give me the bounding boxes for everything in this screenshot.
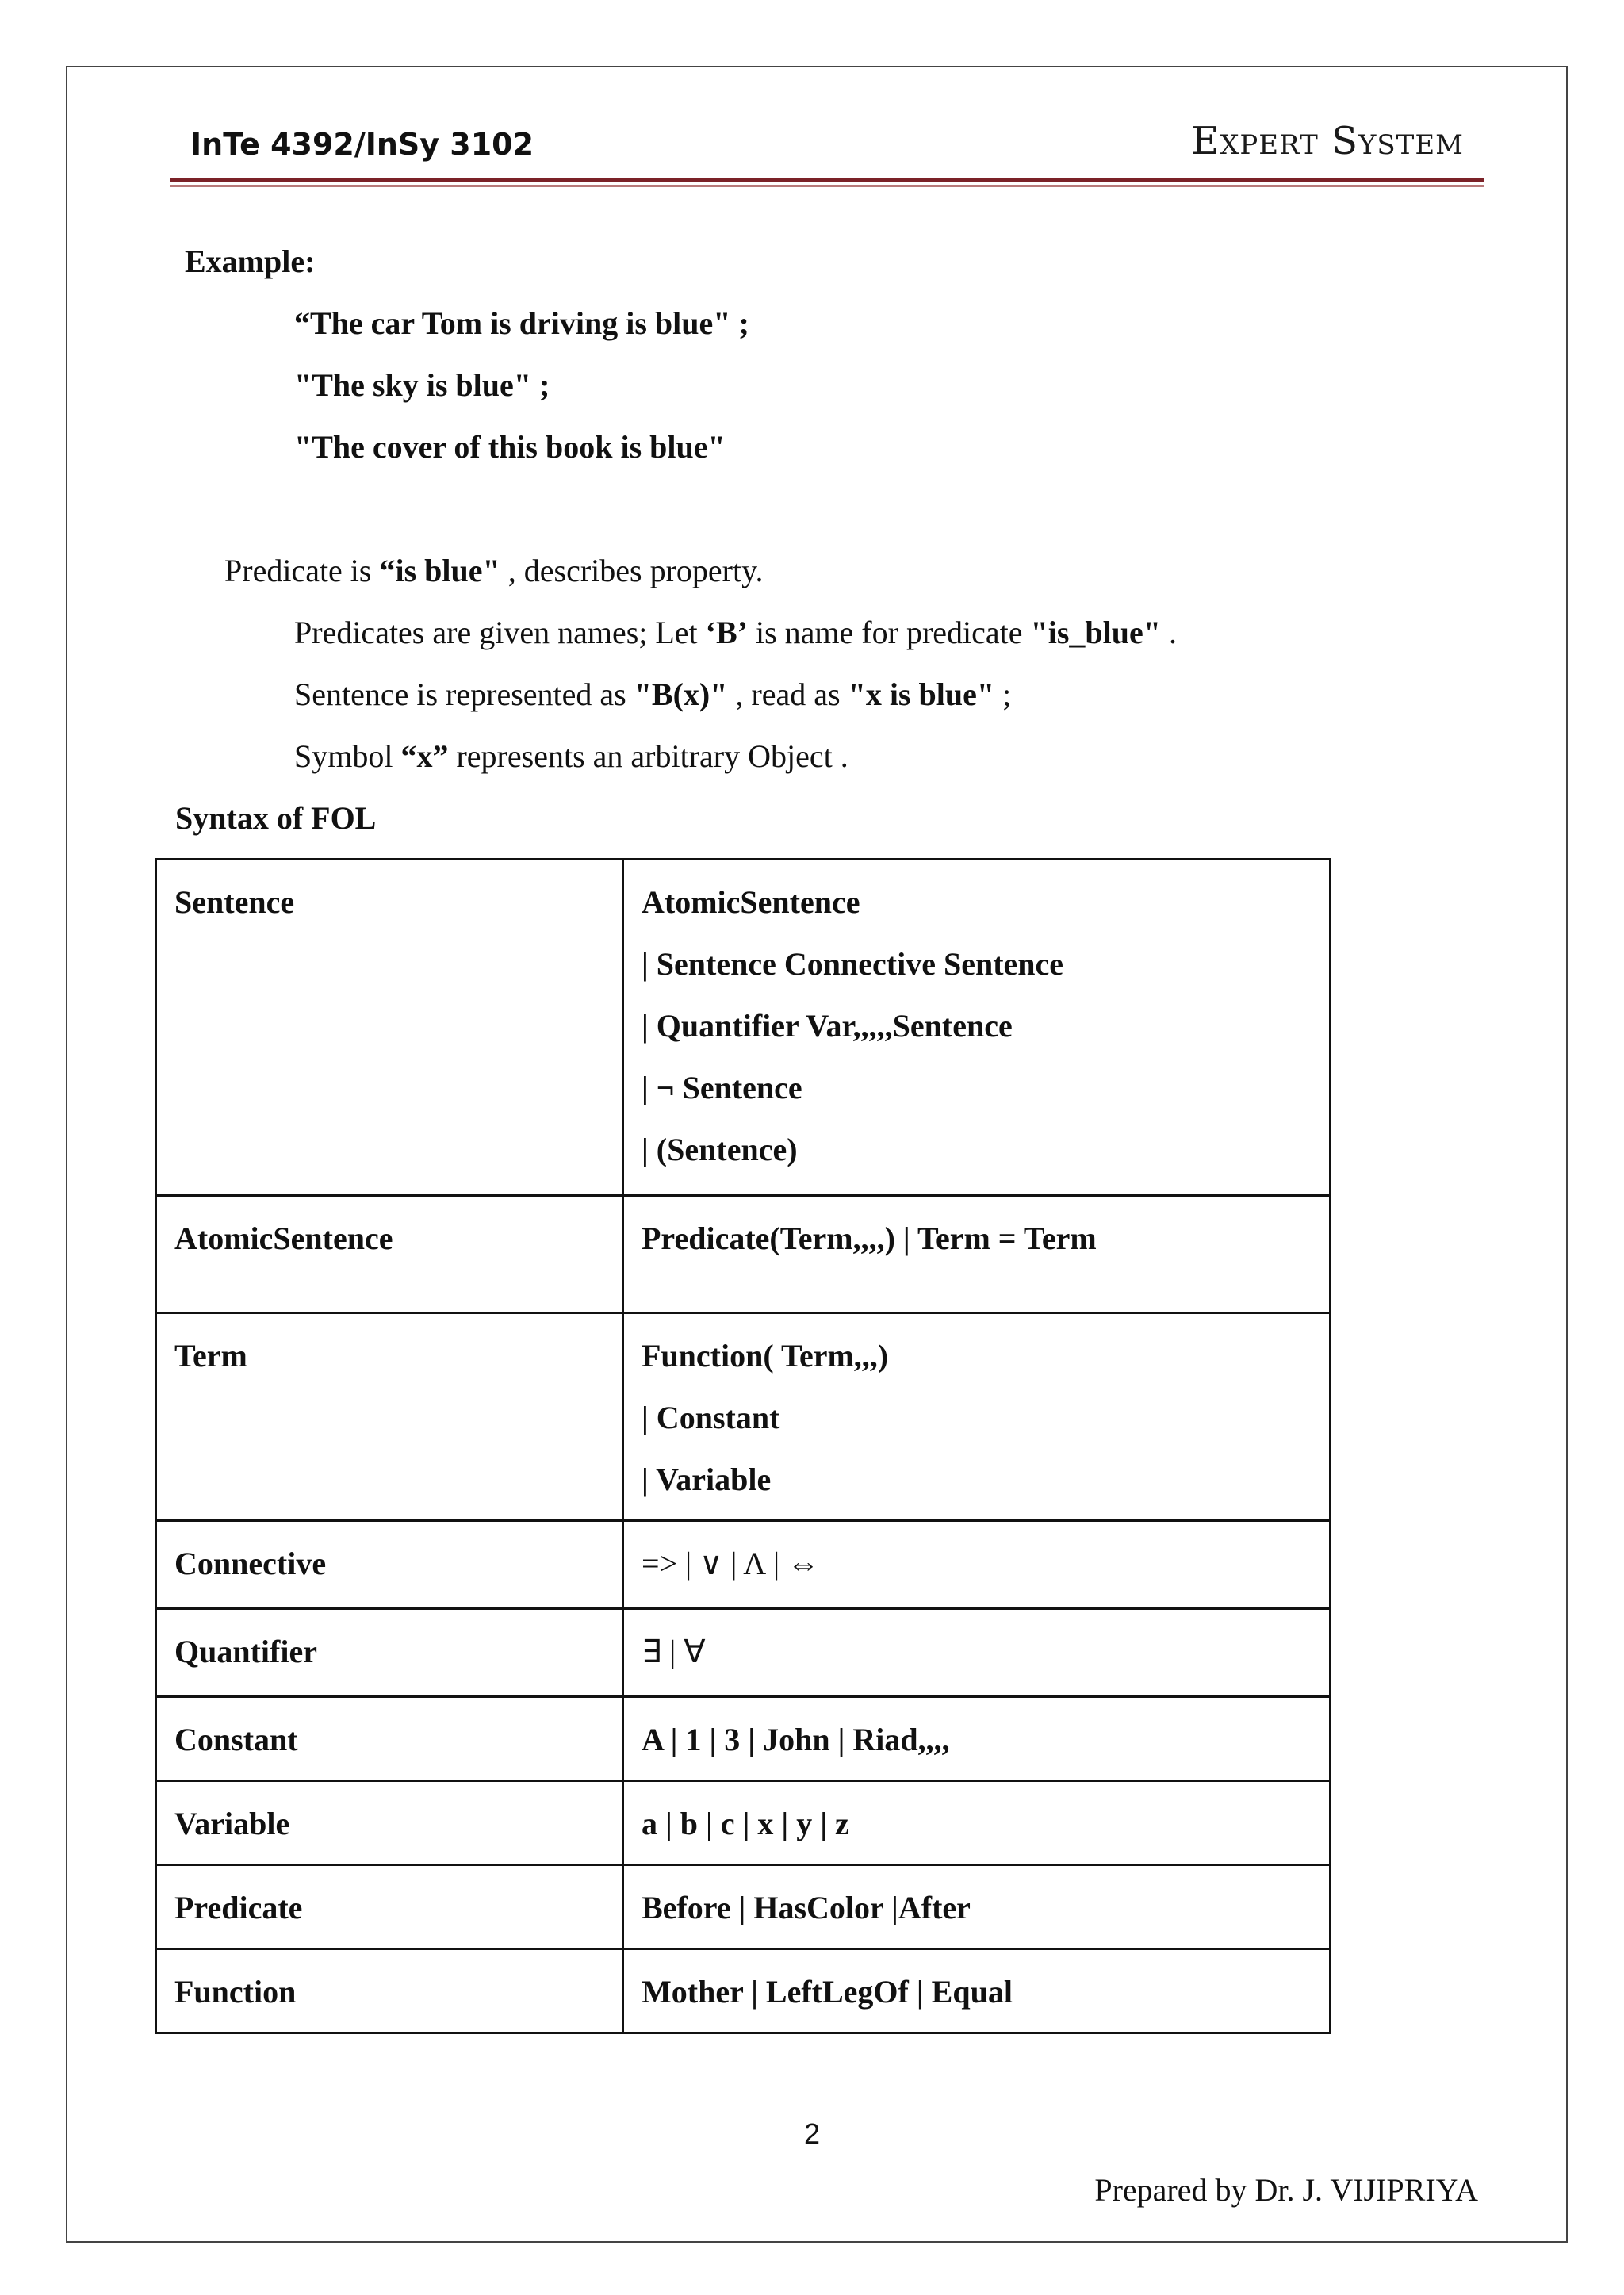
table-cell-definition [623, 1609, 1331, 1697]
definition-line: Before | HasColor |After [642, 1890, 971, 1925]
predicate-line-4: Symbol “x” represents an arbitrary Object . [294, 738, 848, 774]
definition-line: Predicate(Term,,,,) | Term = Term [642, 1220, 1097, 1256]
definition-line: A | 1 | 3 | John | Riad,,,, [642, 1722, 950, 1757]
example-line-2: "The sky is blue" ; [294, 367, 550, 403]
table-row [156, 1196, 1331, 1313]
table-cell-definition [623, 1521, 1331, 1609]
definition-line: ∃ | ∀ [642, 1634, 706, 1669]
table-row [156, 1781, 1331, 1865]
predicate-line-2: Predicates are given names; Let ‘B’ is name for predicate "is_blue" . [294, 615, 1177, 650]
table-cell-term: AtomicSentence [156, 1196, 623, 1313]
subject-title: Expert System [1191, 119, 1464, 163]
header-rule-thin [170, 185, 1484, 187]
table-cell-term: Term [156, 1313, 623, 1521]
example-label: Example: [185, 243, 316, 279]
header-rule [170, 178, 1484, 182]
table-cell-definition [623, 1781, 1331, 1865]
definition-line: | Quantifier Var,,,,,Sentence [642, 1008, 1013, 1044]
definition-line: | Variable [642, 1462, 772, 1497]
table-cell-definition [623, 1196, 1331, 1313]
table-row [156, 1949, 1331, 2033]
definition-line: Function( Term,,,) [642, 1338, 889, 1374]
definition-line: | (Sentence) [642, 1132, 798, 1167]
table-cell-term: Sentence [156, 860, 623, 1196]
fol-syntax-table [155, 858, 1331, 2034]
example-line-1: “The car Tom is driving is blue" ; [294, 305, 749, 341]
table-cell-term: Predicate [156, 1865, 623, 1949]
table-row [156, 1313, 1331, 1521]
table-row [156, 1521, 1331, 1609]
table-cell-term: Connective [156, 1521, 623, 1609]
predicate-line-3: Sentence is represented as "B(x)" , read as "x is blue" ; [294, 676, 1012, 712]
definition-line: | ¬ Sentence [642, 1070, 802, 1105]
definition-line: | Sentence Connective Sentence [642, 946, 1064, 982]
table-cell-definition [623, 860, 1331, 1196]
prepared-by: Prepared by Dr. J. VIJIPRIYA [1094, 2172, 1478, 2208]
definition-line: a | b | c | x | y | z [642, 1806, 849, 1841]
definition-line: AtomicSentence [642, 884, 860, 920]
table-row [156, 1609, 1331, 1697]
table-row [156, 1865, 1331, 1949]
table-row [156, 860, 1331, 1196]
definition-line: | Constant [642, 1400, 780, 1435]
table-row [156, 1697, 1331, 1781]
definition-line: Mother | LeftLegOf | Equal [642, 1974, 1013, 2010]
example-line-3: "The cover of this book is blue" [294, 429, 726, 465]
table-cell-definition [623, 1313, 1331, 1521]
course-code: InTe 4392/InSy 3102 [190, 127, 534, 162]
table-cell-definition [623, 1697, 1331, 1781]
table-cell-term: Quantifier [156, 1609, 623, 1697]
table-cell-term: Variable [156, 1781, 623, 1865]
syntax-heading: Syntax of FOL [175, 800, 377, 836]
table-cell-term: Function [156, 1949, 623, 2033]
table-cell-definition [623, 1865, 1331, 1949]
definition-line: => | ∨ | Λ | ⇔ [642, 1546, 820, 1581]
table-cell-definition [623, 1949, 1331, 2033]
table-cell-term: Constant [156, 1697, 623, 1781]
predicate-line-1: Predicate is “is blue" , describes property. [224, 553, 764, 588]
page-number: 2 [803, 2117, 821, 2150]
